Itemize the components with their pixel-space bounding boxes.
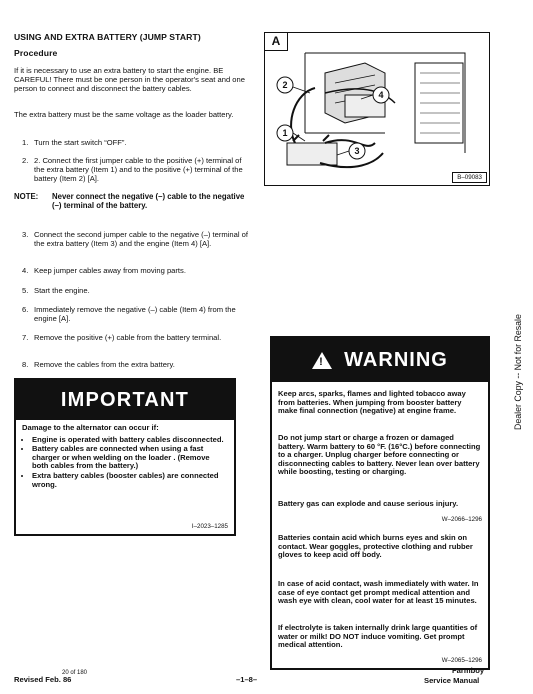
callout-4-label: 4 (378, 90, 384, 100)
intro-paragraph: If it is necessary to use an extra battery to start the engine. BE CAREFUL! There must be one person in the operator's seat and one person to connect and disconnect the battery cables. (14, 66, 245, 94)
page-overlay: 20 of 180 (62, 670, 88, 676)
voltage-paragraph: The extra battery must be the same voltage as the loader battery. (14, 110, 234, 119)
note-label: NOTE: (14, 192, 39, 201)
callout-1-label: 1 (282, 128, 288, 138)
step-item: 1. Turn the start switch “OFF”. (22, 138, 127, 147)
footer-revised: Revised Feb. 86 (14, 675, 72, 684)
important-title: IMPORTANT (16, 380, 234, 420)
warning-para-3: Battery gas can explode and cause serious injury. (278, 499, 459, 508)
step-item: 5. Start the engine. (22, 286, 90, 295)
section-title: USING AND EXTRA BATTERY (JUMP START) (14, 32, 201, 42)
manual-subtitle: Service Manual (424, 676, 480, 685)
page-number: –1–8– (236, 675, 258, 684)
important-box (14, 378, 236, 536)
figure-label: A (265, 33, 288, 51)
note-text: Never connect the negative (–) cable to the negative (–) terminal of the battery. (52, 192, 245, 211)
list-item: • Engine is operated with battery cables disconnected. (32, 436, 228, 445)
warning-para-5: In case of acid contact, wash immediately with water. In case of eye contact get prompt medical attention and wash eye with clean, cool water for at least 15 minutes. (278, 579, 479, 606)
warning-title: WARNING (344, 348, 448, 371)
warning-para-4: Batteries contain acid which burns eyes and skin on contact. Wear goggles, protective clothing and rubber gloves to keep acid off body. (278, 533, 473, 560)
step-item: 7. Remove the positive (+) cable from the battery terminal. (22, 333, 222, 342)
warning-triangle-icon: ! (312, 352, 332, 369)
callout-3-label: 3 (354, 146, 360, 156)
procedure-heading: Procedure (14, 48, 58, 58)
figure-code: B–09083 (452, 172, 487, 183)
warning-code-1: W–2066–1296 (441, 516, 482, 523)
warning-code-2: W–2065–1296 (441, 657, 482, 664)
important-code: I–2023–1285 (191, 523, 228, 530)
step-item: 6. Immediately remove the negative (–) cable (Item 4) from the engine [A]. (22, 305, 236, 323)
step-item: 4. Keep jumper cables away from moving parts. (22, 266, 186, 275)
warning-box (270, 336, 490, 670)
list-item: • Battery cables are connected when using a fast charger or when welding on the loader . (Remove both cables from the battery.) (32, 445, 228, 471)
dealer-copy-note: Dealer Copy -- Not for Resale (513, 314, 523, 430)
important-lead: Damage to the alternator can occur if: (22, 423, 159, 432)
step-item: 2. 2. Connect the first jumper cable to the positive (+) terminal of the extra battery (Item 1) and to the positive (+) terminal of the battery (Item 2) [A]. (22, 156, 243, 183)
callout-2-label: 2 (282, 80, 288, 90)
battery-jumpstart-illustration (265, 33, 489, 185)
list-item: • Extra battery cables (booster cables) are connected wrong. (32, 472, 228, 489)
note-block (14, 192, 254, 210)
warning-para-6: If electrolyte is taken internally drink large quantities of water or milk! DO NOT induce vomiting. Get prompt medical attention. (278, 623, 478, 650)
important-list (22, 436, 228, 490)
step-item: 3. Connect the second jumper cable to the negative (–) terminal of the extra battery (Item 3) and the engine (Item 4) [A]. (22, 230, 249, 248)
figure-a (264, 32, 490, 186)
warning-para-1: Keep arcs, sparks, flames and lighted tobacco away from batteries. When jumping from booster battery make final connection (negative) at engine frame. (278, 389, 466, 416)
step-item: 8. Remove the cables from the extra battery. (22, 360, 175, 369)
warning-para-2: Do not jump start or charge a frozen or damaged battery. Warm battery to 60 °F. (16°C.) before connecting to a charger. Unplug charger before connecting or disconnecting cables to battery. Never lean over battery while boosting, testing or charging. (278, 433, 481, 477)
warning-header (272, 338, 488, 382)
manual-title: Farmboy (452, 666, 485, 675)
